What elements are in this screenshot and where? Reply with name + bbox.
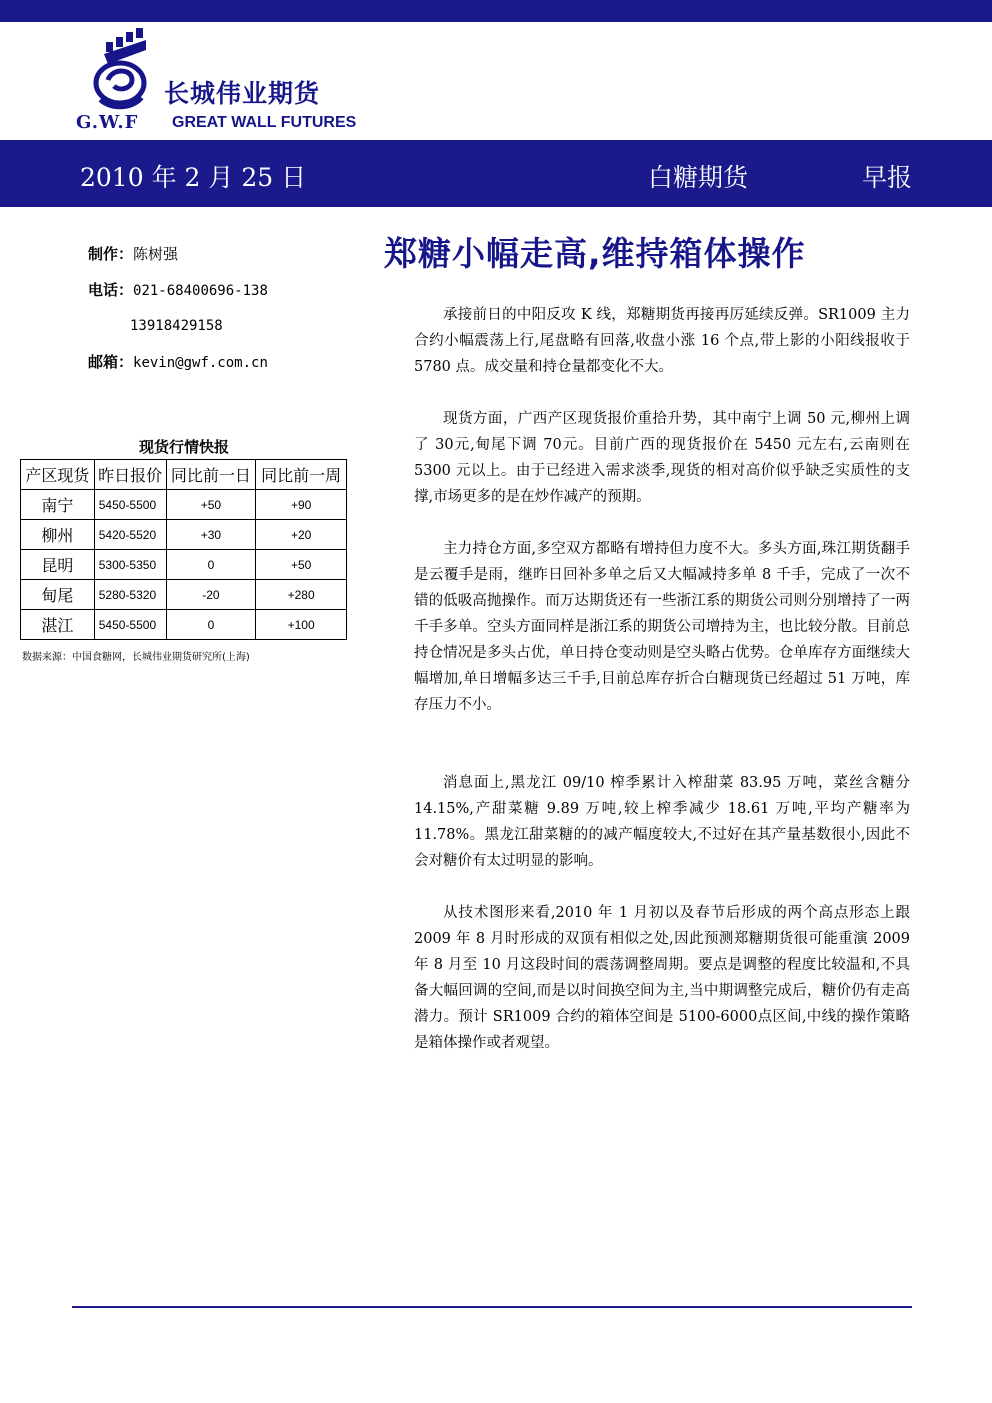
bottom-divider bbox=[72, 1306, 912, 1308]
week-change-cell: +280 bbox=[256, 580, 347, 610]
paragraph: 承接前日的中阳反攻 K 线，郑糖期货再接再厉延续反弹。SR1009 主力合约小幅震荡上行,尾盘略有回落,收盘小涨 16 个点,带上影的小阳线报收于 5780 点。成交量和持仓量都变化不大。 bbox=[414, 307, 910, 375]
week-change-cell: +100 bbox=[256, 610, 347, 640]
area-cell: 甸尾 bbox=[21, 580, 95, 610]
header-cell: 同比前一周 bbox=[256, 460, 347, 490]
email-value[interactable]: kevin@gwf.com.cn bbox=[133, 355, 268, 371]
company-logo bbox=[76, 28, 376, 136]
area-cell: 柳州 bbox=[21, 520, 95, 550]
top-color-bar bbox=[0, 0, 992, 22]
week-change-cell: +90 bbox=[256, 490, 347, 520]
mobile-line bbox=[130, 316, 223, 334]
author-label: 制作： bbox=[88, 245, 134, 263]
author-name: 陈树强 bbox=[133, 245, 179, 263]
brand-name-en: GREAT WALL FUTURES bbox=[172, 114, 357, 131]
price-cell: 5450-5500 bbox=[94, 490, 166, 520]
brand-name-cn: 长城伟业期货 bbox=[164, 79, 321, 108]
spot-table-title: 现货行情快报 bbox=[138, 438, 229, 456]
day-change-cell: 0 bbox=[166, 550, 256, 580]
week-change-cell: +20 bbox=[256, 520, 347, 550]
day-change-cell: +50 bbox=[166, 490, 256, 520]
table-row bbox=[21, 490, 347, 520]
author-line bbox=[88, 243, 178, 264]
email-line bbox=[88, 351, 268, 372]
spot-quote-table bbox=[20, 459, 347, 640]
week-change-cell: +50 bbox=[256, 550, 347, 580]
paragraph: 主力持仓方面,多空双方都略有增持但力度不大。多头方面,珠江期货翻手是云覆手是雨，继昨日回补多单之后又大幅减持多单 8 千手，完成了一次不错的低吸高抛操作。而万达期货还有一些浙江系的期货公司则分别增持了一两千手多单。空头方面同样是浙江系的期货公司增持为主，也比较分散。目前总持仓情况是多头占优，单日持仓变动则是空头略占优势。仓单库存方面继续大幅增加,单日增幅多达三千手,目前总库存折合白糖现货已经超过 51 万吨，库存压力不小。 bbox=[414, 541, 910, 713]
report-product: 白糖期货 bbox=[648, 163, 749, 192]
header-band bbox=[0, 140, 992, 207]
phone-value: 021-68400696-138 bbox=[133, 283, 268, 299]
day-change-cell: +30 bbox=[166, 520, 256, 550]
paragraph: 消息面上,黑龙江 09/10 榨季累计入榨甜菜 83.95 万吨，菜丝含糖分 14.15%,产甜菜糖 9.89 万吨,较上榨季减少 18.61 万吨,平均产糖率为 11.78%。黑龙江甜菜糖的的减产幅度较大,不过好在其产量基数很小,因此不会对糖价有太过明显的影响。 bbox=[414, 775, 910, 869]
header-cell: 产区现货 bbox=[21, 460, 95, 490]
area-cell: 昆明 bbox=[21, 550, 95, 580]
price-cell: 5420-5520 bbox=[94, 520, 166, 550]
table-row bbox=[21, 580, 347, 610]
phone-label: 电话： bbox=[88, 281, 134, 299]
paragraph: 现货方面，广西产区现货报价重拾升势，其中南宁上调 50 元,柳州上调了 30元,甸尾下调 70元。目前广西的现货报价在 5450 元左右,云南则在 5300 元以上。由于已经进入需求淡季,现货的相对高价似乎缺乏实质性的支撑,市场更多的是在炒作减产的预期。 bbox=[414, 411, 910, 505]
table-row bbox=[21, 610, 347, 640]
area-cell: 湛江 bbox=[21, 610, 95, 640]
brand-abbr: G.W.F bbox=[76, 112, 139, 133]
report-date: 2010 年 2 月 25 日 bbox=[80, 163, 307, 192]
report-type: 早报 bbox=[862, 163, 913, 192]
area-cell: 南宁 bbox=[21, 490, 95, 520]
headline: 郑糖小幅走高,维持箱体操作 bbox=[384, 234, 806, 273]
great-wall-logo-icon bbox=[86, 28, 156, 118]
table-header-row bbox=[21, 460, 347, 490]
table-row bbox=[21, 520, 347, 550]
paragraph: 从技术图形来看,2010 年 1 月初以及春节后形成的两个高点形态上跟 2009 年 8 月时形成的双顶有相似之处,因此预测郑糖期货很可能重演 2009 年 8 月至 10 月这段时间的震荡调整周期。要点是调整的程度比较温和,不具备大幅回调的空间,而是以时间换空间为主,当中期调整完成后，糖价仍有走高潜力。预计 SR1009 合约的箱体空间是 5100-6000点区间,中线的操作策略是箱体操作或者观望。 bbox=[414, 905, 910, 1051]
mobile-value: 13918429158 bbox=[130, 318, 223, 334]
phone-line bbox=[88, 279, 268, 300]
day-change-cell: 0 bbox=[166, 610, 256, 640]
day-change-cell: -20 bbox=[166, 580, 256, 610]
table-row bbox=[21, 550, 347, 580]
data-source-note: 数据来源：中国食糖网，长城伟业期货研究所(上海) bbox=[22, 652, 250, 663]
email-label: 邮箱： bbox=[88, 353, 134, 371]
header-cell: 同比前一日 bbox=[166, 460, 256, 490]
price-cell: 5450-5500 bbox=[94, 610, 166, 640]
header-cell: 昨日报价 bbox=[94, 460, 166, 490]
price-cell: 5300-5350 bbox=[94, 550, 166, 580]
price-cell: 5280-5320 bbox=[94, 580, 166, 610]
